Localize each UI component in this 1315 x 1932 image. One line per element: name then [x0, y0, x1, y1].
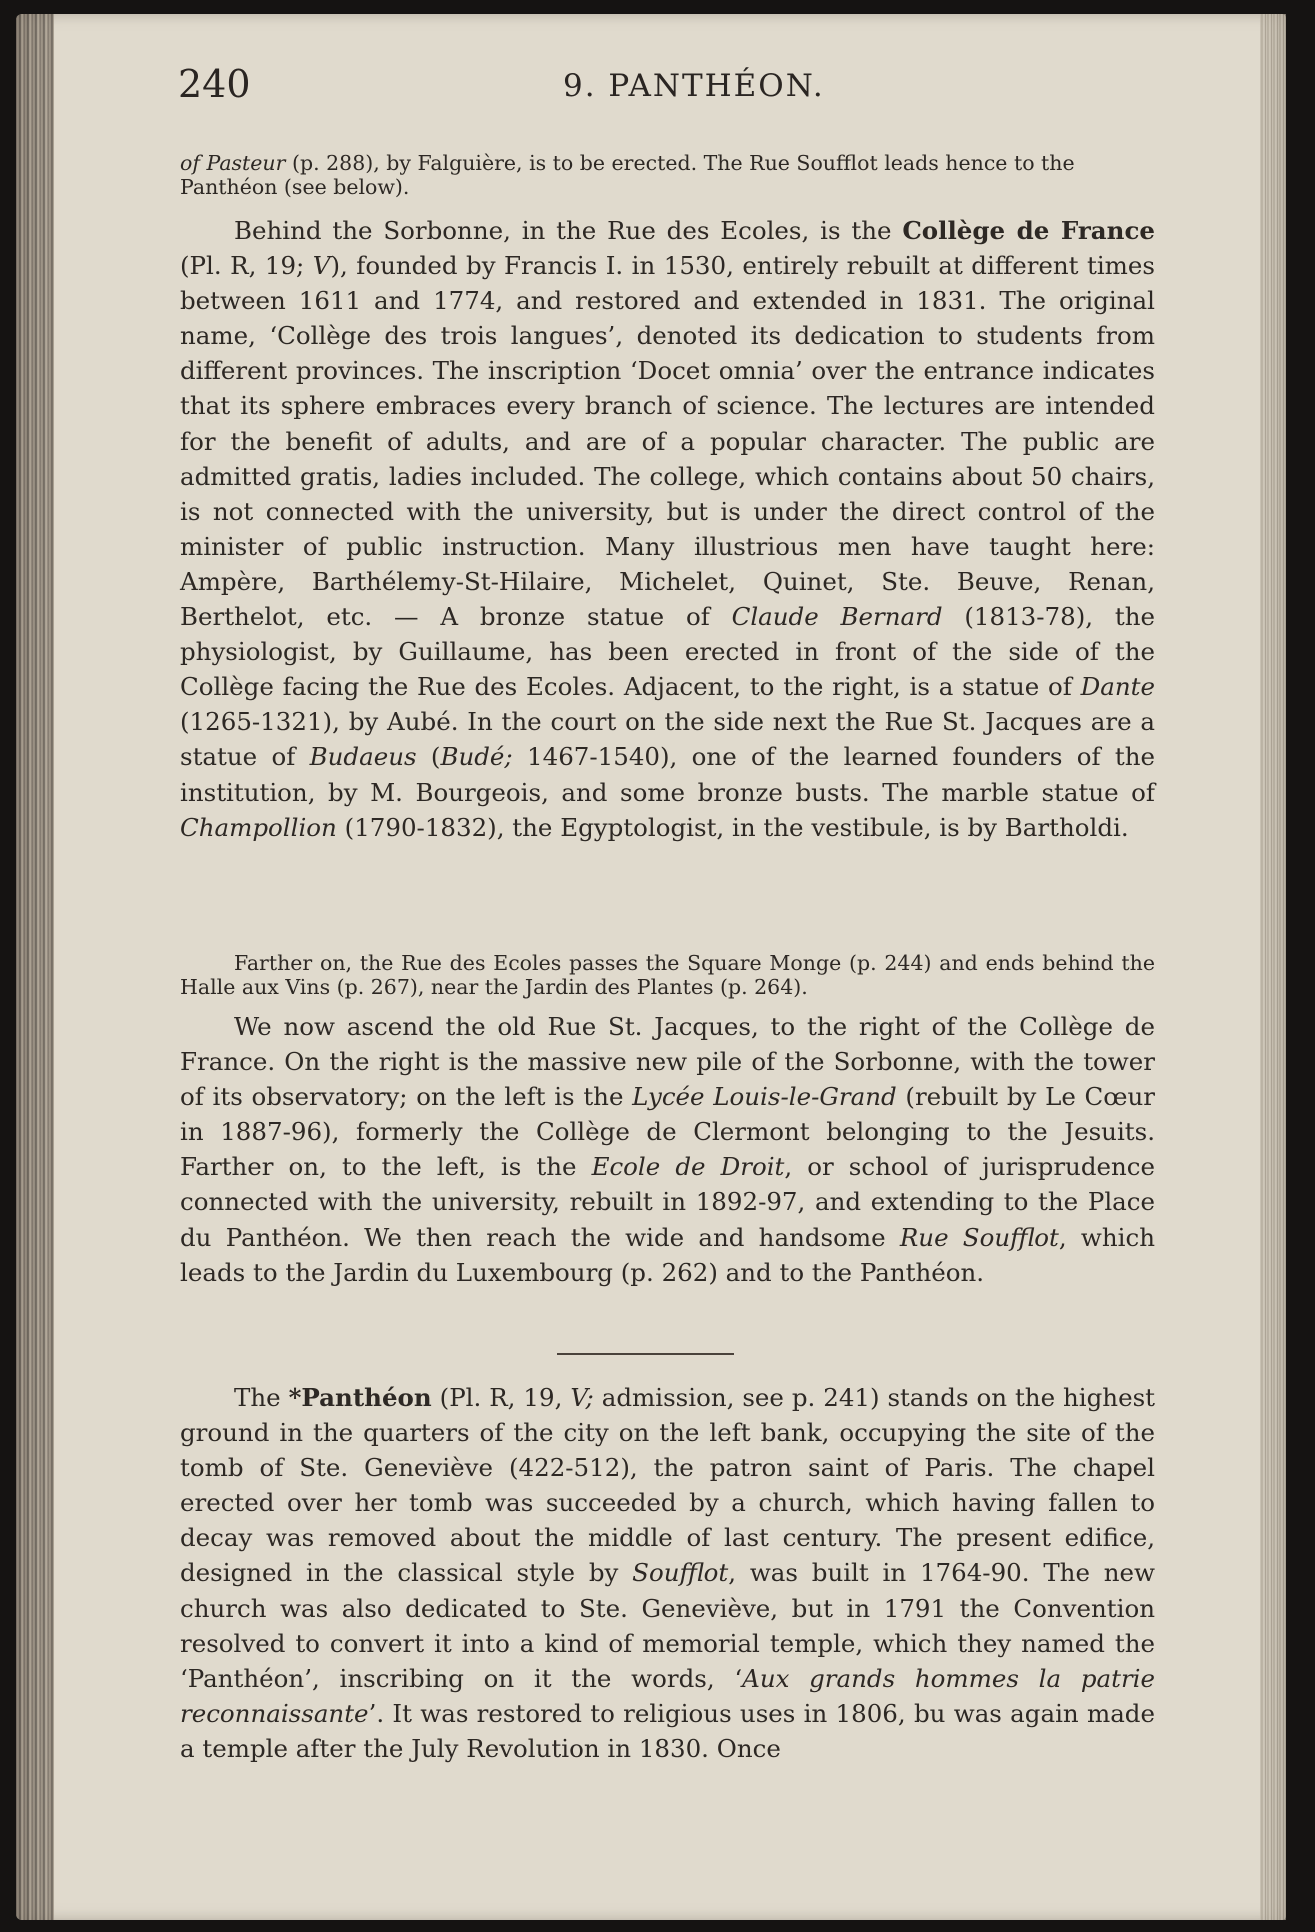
italic-text: Aux grands hommes la patrie reconnaissante — [180, 1663, 1155, 1728]
text: ( — [416, 742, 441, 772]
italic-text: Claude Bernard — [731, 602, 943, 632]
bold-text: Collège de France — [902, 216, 1155, 245]
page-number: 240 — [178, 62, 251, 106]
text: , was built in 1764-90. The new church was also dedicated to Ste. Geneviève, but in 1791 the Convention resolved to convert it into a kind of memorial temple, which they named the ‘Panthéon’, inscribing on it the words, ‘ — [180, 1558, 1155, 1693]
text: admission, see p. 241) stands on the highest ground in the quarters of the city on the left bank, occupying the site of the tomb of Ste. Geneviève (422-512), the patron saint of Paris. The chapel erected over her tomb was succeeded by a church, which having fallen to decay was removed about the middle of last century. The present edifice, designed in the classical style by — [180, 1383, 1155, 1588]
italic-text: of Pasteur — [180, 151, 286, 175]
text: ’. It was restored to religious uses in 1806, bu was again made a temple after the July Revolution in 1830. Once — [180, 1698, 1155, 1763]
text: Behind the Sorbonne, in the Rue des Ecoles, is the — [234, 216, 903, 245]
text: We now ascend the old Rue St. Jacques, to the right of the Collège de France. On the right is the massive new pile of the Sorbonne, with the tower of its observatory; on the left is the — [180, 1012, 1155, 1112]
italic-text: Soufflot — [632, 1558, 729, 1588]
text: , or school of jurisprudence connected with the university, rebuilt in 1892-97, and extending to the Place du Panthéon. We then reach the wide and handsome — [180, 1152, 1155, 1252]
paragraph-continuation — [180, 151, 1155, 199]
text: The — [234, 1383, 289, 1412]
section-divider — [557, 1353, 734, 1355]
italic-text: Rue Soufflot — [899, 1222, 1059, 1252]
text: Farther on, the Rue des Ecoles passes the Square Monge (p. 244) and ends behind the Halle aux Vins (p. 267), near the Jardin des Plantes (p. 264). — [180, 951, 1155, 999]
italic-text: Ecole de Droit — [591, 1152, 785, 1182]
text: (1813-78), the physiologist, by Guillaume, has been erected in front of the side of the Collège facing the Rue des Ecoles. Adjacent, to the right, is a statue of — [180, 602, 1155, 702]
italic-text: V; — [570, 1383, 594, 1412]
text: ), founded by Francis I. in 1530, entirely rebuilt at different times between 1611 and 1774, and restored and extended in 1831. The original name, ‘Collège des trois langues’, denoted its dedication to students from different provinces. The inscription ‘Docet omnia’ over the entrance indicates that its sphere embraces every branch of science. The lectures are intended for the benefit of adults, and are of a popular character. The public are admitted gratis, ladies included. The college, which contains about 50 chairs, is not connected with the university, but is under the direct control of the minister of public instruction. Many illustrious men have taught here: Ampère, Barthélemy-St-Hilaire, Michelet, Quinet, Ste. Beuve, Renan, Berthelot, etc. — A bronze statue of — [180, 251, 1155, 632]
text: (Pl. R, 19, — [431, 1383, 571, 1412]
paragraph-college-de-france — [180, 213, 1155, 845]
text: (1790-1832), the Egyptologist, in the vestibule, is by Bartholdi. — [336, 812, 1129, 842]
running-head: 9. PANTHÉON. — [563, 68, 825, 104]
text: (1265-1321), by Aubé. In the court on the side next the Rue St. Jacques are a statue of — [180, 707, 1155, 772]
italic-text: Lycée Louis-le-Grand — [632, 1082, 897, 1112]
text: (rebuilt by Le Cœur in 1887-96), formerly the Collège de Clermont belonging to the Jesuits. Farther on, to the left, is the — [180, 1082, 1155, 1182]
italic-text: Dante — [1080, 672, 1155, 702]
bold-text: *Panthéon — [288, 1383, 432, 1412]
text: 1467-1540), one of the learned founders of the institution, by M. Bourgeois, and some bronze busts. The marble statue of — [180, 742, 1155, 807]
italic-text: Budé; — [440, 742, 513, 772]
book-gutter — [16, 14, 54, 1920]
paragraph-small-note — [180, 951, 1155, 999]
page-header — [178, 62, 1158, 112]
italic-text: Budaeus — [309, 742, 417, 772]
text: , which leads to the Jardin du Luxembourg (p. 262) and to the Panthéon. — [180, 1222, 1155, 1287]
text: (Pl. R, 19; — [180, 251, 313, 281]
paragraph-pantheon — [180, 1380, 1155, 1766]
italic-text: V — [312, 251, 331, 281]
italic-text: Champollion — [180, 812, 337, 842]
paragraph-rue-st-jacques — [180, 1009, 1155, 1290]
page-edge — [1260, 14, 1286, 1920]
text: (p. 288), by Falguière, is to be erected. The Rue Soufflot leads hence to the Panthéon (see below). — [180, 151, 1075, 199]
